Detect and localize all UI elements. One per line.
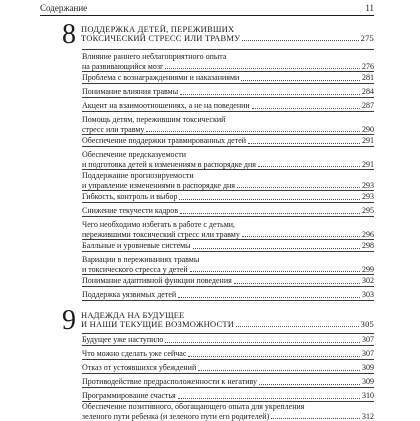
header-rule [40,15,374,16]
chapter-number: 8 [62,21,76,49]
chapter-page: 275 [361,34,374,43]
dot-leader [165,67,360,69]
entry-page: 293 [362,192,374,202]
dot-leader [234,282,360,284]
dot-leader [190,270,360,272]
entry-line2: Проблема с вознаграждениями и наказаниями [82,73,239,83]
chapter-8-heading [62,23,374,49]
toc-entry [82,276,374,287]
toc-entry [82,150,374,170]
dot-leader [178,397,360,399]
toc-entry [82,115,374,135]
entry-line2: Гибкость, контроль и выбор [82,192,177,202]
chapter-title [81,311,374,329]
chapter-page: 305 [361,320,374,329]
dot-leader [259,383,360,385]
entry-page: 295 [362,206,374,216]
entry-page: 309 [362,377,374,387]
entry-line2: и токсического стресса у детей [82,265,188,275]
toc-entry [82,255,374,275]
chapter-9-heading [62,309,374,335]
page-number: 11 [365,3,374,13]
toc-entry [82,73,374,84]
chapter-number: 9 [62,307,76,335]
entry-line1: Помощь детям, пережившим токсический [82,115,374,125]
dot-leader [178,296,360,298]
toc-entry [82,52,374,72]
entry-page: 281 [362,73,374,83]
dot-leader [252,107,360,109]
entry-line2: Противодействие предрасположенности к негативу [82,377,257,387]
toc-entry [82,290,374,301]
toc-entry [82,335,374,346]
entry-line1: Влияние раннего неблагоприятного опыта [82,52,374,62]
toc-entry [82,377,374,388]
entry-page: 298 [362,241,374,251]
dot-leader [193,247,360,249]
entry-page: 307 [362,335,374,345]
entry-page: 276 [362,62,374,72]
dot-leader [198,369,360,371]
toc-entry [82,206,374,217]
dot-leader [165,341,360,343]
entry-line1: Обеспечение позитивного, обогащающего опыта для укрепления [82,402,374,412]
entry-line2: Отказ от устоявшихся убеждений [82,363,196,373]
entry-page: 291 [362,136,374,146]
entry-page: 303 [362,290,374,300]
chapter-title-line2: ТОКСИЧЕСКИЙ СТРЕСС ИЛИ ТРАВМУ [81,34,240,43]
entry-page: 312 [362,412,374,421]
entry-line2: Что можно сделать уже сейчас [82,349,186,359]
entry-line2: Поддержка уязвимых детей [82,290,176,300]
entry-line2: Понимание влияния травмы [82,87,178,97]
running-head [40,3,374,17]
toc-entry [82,192,374,203]
entry-line2: стресс или травму [82,125,144,135]
entry-page: 309 [362,363,374,373]
entry-line2: Обеспечение поддержки травмированных детей [82,136,246,146]
chapter-title [81,25,374,43]
toc-entry [82,391,374,402]
entry-page: 299 [362,265,374,275]
dot-leader [241,79,360,81]
toc-entry [82,402,374,421]
dot-leader [242,39,358,41]
chapter-title-line1: НАДЕЖДА НА БУДУЩЕЕ [81,311,374,320]
entry-line1: Вариации в переживаниях травмы [82,255,374,265]
dot-leader [179,198,360,200]
entry-line2: Акцент на взаимоотношениях, а не на поведении [82,101,250,111]
chapter-title-line2: И НАШИ ТЕКУЩИЕ ВОЗМОЖНОСТИ [81,320,234,329]
entry-line2: Снижение текучести кадров [82,206,178,216]
chapter-rule [82,49,374,50]
entry-line2: на развивающийся мозг [82,62,163,72]
running-head-title: Содержание [40,3,87,13]
chapter-title-line1: ПОДДЕРЖКА ДЕТЕЙ, ПЕРЕЖИВШИХ [81,25,374,34]
dot-leader [242,235,360,237]
dot-leader [188,355,360,357]
entry-line2: Понимание адаптивной функции поведения [82,276,232,286]
entry-line1: Чего необходимо избегать в работе с детьми, [82,220,374,230]
entry-page: 307 [362,349,374,359]
entry-line2: и управление изменениями в распорядке дня [82,181,235,191]
dot-leader [248,142,360,144]
toc-entry [82,363,374,374]
entry-line1: Обеспечение предсказуемости [82,150,374,160]
entry-page: 296 [362,230,374,240]
toc-entry [82,87,374,98]
chapter-rule [82,333,374,334]
toc-entry [82,349,374,360]
entry-page: 284 [362,87,374,97]
dot-leader [271,417,360,419]
entry-line2: зеленого пути ребенка (и зеленого пути его родителей) [82,412,269,421]
toc-entry [82,220,374,240]
entry-line2: Балльные и уровневые системы [82,241,191,251]
entry-line2: пережившими токсический стресс или травму [82,230,240,240]
toc-entry [82,136,374,147]
entry-page: 287 [362,101,374,111]
toc-entry [82,241,374,252]
entry-line2: и подготовка детей к изменениям в распорядке дня [82,160,256,170]
entry-page: 290 [362,125,374,135]
entry-page: 293 [362,181,374,191]
dot-leader [180,93,360,95]
entry-line2: Программирование счастья [82,391,176,401]
dot-leader [146,130,360,132]
entry-page: 310 [362,391,374,401]
toc-entry [82,171,374,191]
toc-entry [82,101,374,112]
dot-leader [258,165,360,167]
dot-leader [180,212,360,214]
dot-leader [237,186,360,188]
entry-page: 291 [362,160,374,170]
entry-line2: Будущее уже наступило [82,335,163,345]
entry-page: 302 [362,276,374,286]
dot-leader [236,325,359,327]
entry-line1: Поддержание прогнозируемости [82,171,374,181]
